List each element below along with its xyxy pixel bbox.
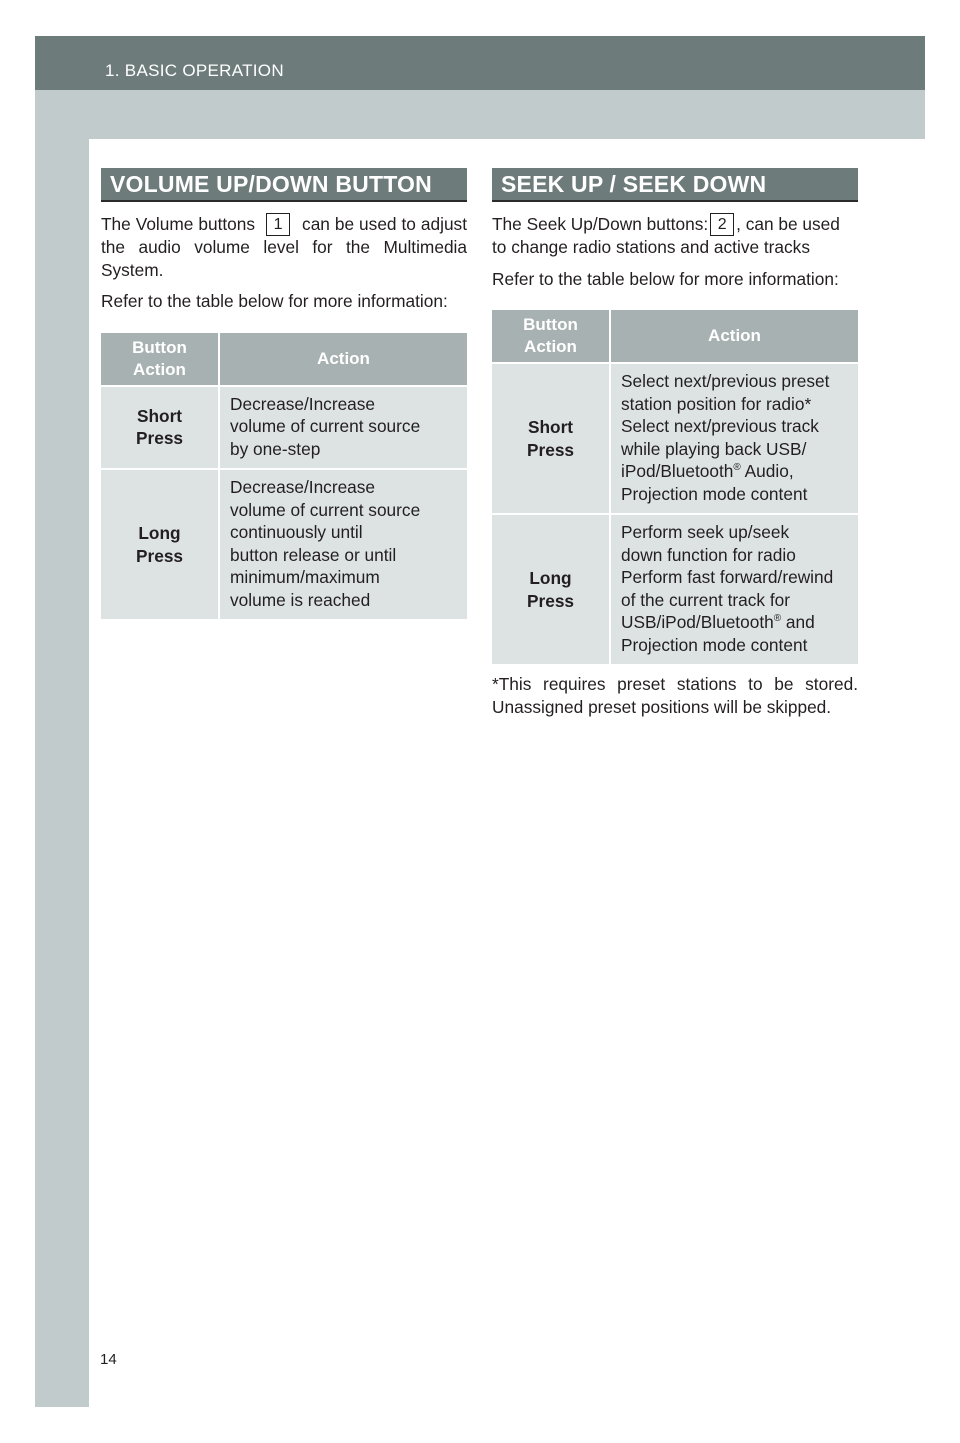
volume-section: [101, 168, 467, 619]
button-action-cell: Short Press: [492, 363, 610, 514]
volume-heading: VOLUME UP/DOWN BUTTON: [101, 168, 467, 202]
seek-intro-start: The Seek Up/Down buttons:: [492, 214, 709, 234]
action-cell: Select next/previous preset station position for radio* Select next/previous track while playing back USB/ iPod/Bluetooth® Audio, Projection mode content: [610, 363, 858, 514]
seek-refer: Refer to the table below for more information:: [492, 268, 839, 289]
page-number: 14: [100, 1351, 117, 1368]
key-2-label: 2: [710, 213, 734, 236]
button-action-cell: Long Press: [101, 469, 219, 619]
registered-mark: ®: [733, 462, 741, 474]
table-row: [492, 514, 858, 664]
col-action: Action: [219, 333, 467, 386]
action-cell: Perform seek up/seek down function for radio Perform fast forward/rewind of the current track for USB/iPod/Bluetooth® and Projection mode content: [610, 514, 858, 664]
volume-table: [101, 333, 467, 620]
action-cell: Decrease/Increase volume of current source continuously until button release or until minimum/maximum volume is reached: [219, 469, 467, 619]
col-action: Action: [610, 310, 858, 363]
seek-intro: [492, 213, 858, 259]
header-band: [89, 90, 925, 139]
table-row: [101, 386, 467, 470]
seek-table: [492, 310, 858, 664]
seek-intro-end: , can be used to change radio stations and active tracks: [492, 214, 840, 257]
registered-mark: ®: [773, 613, 782, 625]
button-action-cell: Short Press: [101, 386, 219, 470]
page-margin-bar: [35, 36, 89, 1407]
volume-intro-start: The Volume buttons: [101, 214, 256, 234]
table-header-row: [101, 333, 467, 386]
volume-intro: [101, 213, 467, 281]
seek-heading: SEEK UP / SEEK DOWN: [492, 168, 858, 202]
col-button-action: Button Action: [101, 333, 219, 386]
volume-intro-end: can be used to adjust the audio volume level for the Multimedia System.: [101, 214, 467, 280]
section-label: 1. BASIC OPERATION: [105, 61, 284, 80]
footnote: *This requires preset stations to be stored. Unassigned preset positions will be skipped.: [492, 674, 858, 717]
table-header-row: [492, 310, 858, 363]
seek-section: [492, 168, 858, 718]
volume-refer: Refer to the table below for more information:: [101, 291, 448, 311]
key-1-label: 1: [266, 213, 290, 236]
button-action-cell: Long Press: [492, 514, 610, 664]
col-button-action: Button Action: [492, 310, 610, 363]
table-row: [101, 469, 467, 619]
action-cell: Decrease/Increase volume of current source by one-step: [219, 386, 467, 470]
table-row: [492, 363, 858, 514]
